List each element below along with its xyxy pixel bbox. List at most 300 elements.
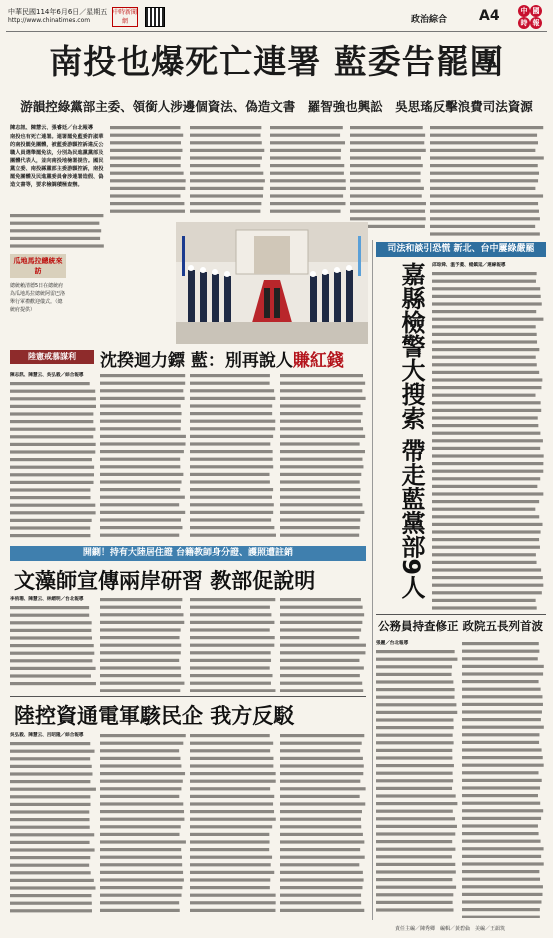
text-line — [376, 794, 456, 797]
article-column — [10, 212, 106, 252]
text-line — [10, 825, 90, 828]
text-line — [10, 229, 101, 232]
text-line — [376, 710, 457, 713]
text-line — [462, 771, 539, 774]
text-line — [280, 871, 363, 874]
text-line — [280, 757, 363, 760]
text-line — [10, 412, 93, 415]
text-line — [190, 659, 271, 662]
text-line — [462, 748, 542, 751]
text-line — [280, 511, 364, 514]
text-line — [432, 553, 536, 556]
article-column — [190, 596, 276, 692]
text-line — [270, 172, 344, 175]
text-line — [430, 172, 539, 175]
text-line — [350, 149, 426, 152]
text-line — [432, 302, 542, 305]
text-line — [280, 404, 361, 407]
text-line — [432, 439, 543, 442]
text-line — [376, 832, 455, 835]
text-line — [376, 741, 454, 744]
text-line — [100, 901, 179, 904]
text-line — [190, 689, 275, 692]
text-line — [432, 416, 538, 419]
text-line — [280, 488, 360, 491]
text-line — [190, 886, 270, 889]
text-line — [190, 764, 273, 767]
text-line — [190, 757, 273, 760]
article-column — [280, 732, 366, 918]
text-line — [190, 628, 270, 631]
text-line — [190, 450, 273, 453]
text-line — [190, 172, 263, 175]
text-line — [10, 488, 90, 491]
lead-byline: 陳志訊、陳慧云、張睿廷／台北報導 — [10, 125, 94, 131]
text-line — [430, 134, 537, 137]
text-line — [100, 886, 182, 889]
text-line — [100, 802, 183, 805]
text-line — [280, 886, 362, 889]
text-line — [190, 606, 270, 609]
text-line — [462, 893, 543, 896]
section-tag: 陸憲戒慕謀利 — [10, 350, 94, 364]
text-line — [430, 164, 538, 167]
text-line — [10, 818, 90, 821]
divider — [10, 696, 366, 697]
text-line — [462, 802, 540, 805]
text-line — [462, 779, 542, 782]
text-line — [190, 179, 265, 182]
text-lines — [10, 212, 106, 252]
text-line — [462, 718, 541, 721]
text-line — [100, 818, 184, 821]
text-line — [280, 666, 364, 669]
article-column — [190, 732, 276, 918]
text-line — [350, 164, 423, 167]
text-line — [432, 393, 536, 396]
article-column — [430, 124, 544, 236]
text-line — [10, 780, 90, 783]
text-line — [462, 809, 543, 812]
text-line — [280, 780, 360, 783]
text-line — [430, 179, 538, 182]
text-lines — [110, 124, 186, 218]
text-line — [190, 134, 261, 137]
text-line — [190, 613, 271, 616]
text-line — [190, 126, 261, 129]
news-photo — [176, 222, 368, 344]
text-line — [10, 787, 96, 790]
text-line — [190, 534, 276, 537]
text-line — [10, 621, 92, 624]
text-line — [280, 749, 360, 752]
text-line — [462, 665, 544, 668]
text-line — [10, 651, 94, 654]
text-line — [376, 878, 452, 881]
text-line — [100, 621, 184, 624]
text-line — [462, 847, 544, 850]
text-line — [190, 863, 271, 866]
text-lines — [10, 380, 96, 539]
text-line — [280, 901, 361, 904]
text-line — [100, 427, 181, 430]
article-column — [100, 372, 186, 540]
text-line — [280, 659, 359, 662]
text-line — [100, 674, 181, 677]
text-line — [100, 682, 184, 685]
text-line — [280, 644, 366, 647]
text-line — [100, 764, 181, 767]
text-line — [100, 863, 182, 866]
text-line — [190, 772, 276, 775]
article-column: 邱琮舜、溫予菱、楊鎮延／連線報導 — [432, 262, 544, 612]
text-line — [432, 294, 541, 297]
text-line — [280, 848, 360, 851]
text-lines — [190, 372, 276, 540]
text-line — [270, 156, 341, 159]
text-line — [376, 657, 457, 660]
text-lines — [280, 372, 366, 540]
text-line — [10, 244, 104, 247]
text-line — [462, 908, 540, 911]
text-line — [432, 446, 540, 449]
text-line — [280, 689, 363, 692]
text-line — [350, 141, 424, 144]
text-line — [280, 518, 360, 521]
text-line — [100, 871, 183, 874]
text-line — [10, 382, 90, 385]
text-line — [270, 179, 346, 182]
text-line — [350, 194, 422, 197]
text-line — [432, 424, 538, 427]
text-line — [10, 674, 91, 677]
text-line — [190, 856, 272, 859]
text-line — [432, 598, 536, 601]
text-line — [462, 786, 540, 789]
text-line — [280, 802, 365, 805]
text-line — [376, 885, 456, 888]
text-line — [280, 772, 363, 775]
text-line — [190, 473, 270, 476]
text-line — [280, 810, 362, 813]
text-line — [190, 894, 276, 897]
text-line — [190, 427, 275, 430]
text-line — [280, 764, 364, 767]
text-line — [376, 900, 453, 903]
text-line — [270, 164, 344, 167]
article-column: 張麗／台北報導 — [376, 640, 458, 918]
text-line — [432, 386, 541, 389]
text-line — [432, 492, 543, 495]
chinatimes-news-logo: 中時新聞網 — [113, 9, 138, 25]
text-line — [100, 856, 182, 859]
text-line — [350, 172, 421, 175]
text-line — [100, 795, 179, 798]
text-line — [100, 397, 185, 400]
text-line — [432, 317, 543, 320]
article-column — [462, 640, 544, 918]
text-line — [100, 465, 180, 468]
text-line — [432, 408, 541, 411]
text-line — [190, 802, 273, 805]
text-line — [190, 818, 276, 821]
text-line — [376, 665, 452, 668]
text-lines — [10, 604, 96, 691]
text-line — [10, 848, 95, 851]
text-line — [10, 833, 94, 836]
text-line — [350, 202, 426, 205]
text-line — [432, 363, 537, 366]
text-line — [432, 401, 541, 404]
text-line — [462, 855, 541, 858]
text-line — [10, 222, 99, 225]
text-line — [100, 666, 181, 669]
text-line — [100, 659, 179, 662]
text-line — [10, 534, 90, 537]
text-line — [462, 870, 539, 873]
text-line — [280, 734, 364, 737]
text-line — [190, 164, 260, 167]
sidebar-vertical-headline: 嘉縣檢警大搜索 帶走藍黨部9人 — [397, 262, 425, 600]
text-line — [430, 187, 535, 190]
text-line — [10, 764, 92, 767]
divider — [376, 614, 546, 615]
text-line — [376, 802, 457, 805]
text-line — [190, 674, 273, 677]
text-line — [270, 126, 343, 129]
text-line — [10, 749, 95, 752]
text-line — [270, 194, 343, 197]
text-line — [280, 480, 360, 483]
text-line — [190, 397, 275, 400]
text-line — [10, 909, 92, 912]
text-line — [376, 908, 454, 911]
text-line — [190, 382, 270, 385]
text-line — [376, 809, 453, 812]
text-line — [462, 695, 542, 698]
text-line — [432, 287, 540, 290]
text-line — [462, 657, 538, 660]
text-line — [376, 840, 452, 843]
website-url[interactable]: http://www.chinatimes.com — [8, 17, 91, 24]
text-line — [270, 202, 345, 205]
text-line — [280, 894, 361, 897]
text-line — [280, 412, 363, 415]
text-lines — [190, 596, 276, 692]
text-line — [270, 187, 346, 190]
text-line — [432, 500, 539, 503]
text-line — [280, 389, 362, 392]
text-line — [190, 749, 270, 752]
text-line — [432, 538, 539, 541]
text-line — [10, 666, 96, 669]
text-line — [376, 650, 455, 653]
text-line — [190, 810, 274, 813]
text-line — [430, 217, 540, 220]
text-line — [432, 332, 537, 335]
text-line — [190, 518, 271, 521]
text-line — [190, 141, 262, 144]
text-line — [280, 458, 362, 461]
text-line — [376, 688, 455, 691]
text-line — [430, 225, 535, 228]
text-line — [110, 164, 181, 167]
text-line — [280, 682, 362, 685]
article-column — [110, 124, 186, 218]
story3-headline: 文藻師宣傳兩岸研習 教部促說明 — [14, 569, 316, 593]
text-line — [190, 412, 272, 415]
text-line — [190, 194, 263, 197]
column-divider — [372, 240, 373, 920]
text-line — [100, 412, 182, 415]
text-line — [100, 435, 186, 438]
text-line — [10, 518, 92, 521]
text-line — [280, 856, 365, 859]
text-line — [432, 560, 537, 563]
text-line — [190, 496, 272, 499]
text-line — [462, 733, 539, 736]
text-line — [10, 427, 95, 430]
text-line — [432, 454, 544, 457]
text-line — [350, 217, 426, 220]
text-line — [462, 832, 539, 835]
text-line — [100, 651, 181, 654]
text-line — [350, 210, 425, 213]
text-lines — [462, 640, 544, 918]
text-line — [190, 511, 273, 514]
article-column — [270, 124, 346, 218]
text-line — [190, 848, 269, 851]
text-line — [280, 534, 359, 537]
text-line — [432, 431, 540, 434]
text-line — [190, 742, 273, 745]
text-line — [190, 488, 273, 491]
text-lines — [280, 596, 366, 692]
text-line — [10, 435, 93, 438]
text-line — [280, 628, 361, 631]
text-line — [100, 734, 186, 737]
text-line — [100, 644, 181, 647]
text-line — [462, 710, 542, 713]
text-line — [462, 916, 540, 918]
main-headline: 南投也爆死亡連署 藍委告罷團 — [49, 42, 504, 81]
text-lines — [100, 596, 186, 692]
text-line — [280, 606, 363, 609]
lead-text: 南投也有死亡連署。連署罷免藍委許淑華的南投罷免團體，被藍委游顥控訴違反公職人員選舉罷免法，分別為民進黨黨部及團體代表人，並向南投地檢署提告。國民黨立委、南投縣黨部主委游顥控訴，南投罷免團體及民進黨委員會涉連署造假、偽造文書等，要求檢調積極查辦。 — [10, 134, 104, 188]
text-line — [432, 378, 542, 381]
text-line — [10, 644, 94, 647]
text-line — [280, 878, 364, 881]
text-lines — [280, 732, 366, 918]
story2-headline: 沈揆迴力鏢 藍：別再說人賺紅錢 — [100, 351, 344, 371]
text-line — [190, 901, 276, 904]
text-line — [432, 370, 539, 373]
text-line — [10, 458, 92, 461]
text-line — [100, 404, 181, 407]
text-line — [100, 420, 181, 423]
text-line — [110, 179, 186, 182]
text-line — [100, 749, 179, 752]
text-line — [10, 237, 100, 240]
text-line — [376, 672, 452, 675]
text-line — [270, 134, 340, 137]
text-line — [270, 149, 341, 152]
text-line — [280, 442, 360, 445]
text-line — [462, 824, 538, 827]
text-line — [100, 772, 185, 775]
text-line — [280, 818, 361, 821]
text-line — [280, 651, 365, 654]
text-line — [376, 748, 452, 751]
text-line — [432, 606, 537, 609]
text-line — [376, 847, 455, 850]
text-line — [100, 810, 184, 813]
text-lines — [100, 372, 186, 540]
sub-headline: 游韻控綠黨部主委、領銜人涉邊個資法、偽造文書 羅智強也興訟 吳思瑤反擊浪費司法資源 — [20, 99, 533, 114]
text-line — [190, 465, 273, 468]
text-line — [376, 756, 452, 759]
text-line — [10, 878, 94, 881]
text-line — [100, 480, 182, 483]
text-line — [100, 598, 182, 601]
text-line — [10, 636, 92, 639]
text-line — [432, 515, 539, 518]
text-line — [10, 496, 91, 499]
text-line — [376, 817, 455, 820]
text-line — [10, 856, 90, 859]
text-lines — [270, 124, 346, 218]
text-line — [10, 503, 95, 506]
text-line — [10, 810, 89, 813]
text-line — [110, 172, 184, 175]
text-line — [100, 628, 181, 631]
photo-caption: 總統賴清德5日在總統府為瓜地馬拉總統阿雷巴洛舉行軍禮歡迎儀式。（總統府提供） — [10, 283, 66, 313]
text-line — [376, 703, 456, 706]
text-lines — [430, 124, 544, 236]
article-column — [350, 124, 426, 234]
text-line — [430, 210, 539, 213]
text-line — [10, 465, 94, 468]
text-line — [190, 644, 274, 647]
text-line — [100, 534, 179, 537]
text-line — [190, 187, 263, 190]
sidebar-story-headline: 公務員持查修正 政院五長列首波 — [378, 619, 544, 633]
text-line — [432, 591, 542, 594]
text-lines — [10, 740, 96, 917]
text-line — [10, 886, 95, 889]
text-line — [100, 689, 180, 692]
text-line — [110, 141, 181, 144]
text-lines — [350, 124, 426, 234]
text-line — [376, 870, 456, 873]
ceremony-photo — [176, 222, 368, 344]
text-line — [110, 156, 181, 159]
text-line — [100, 787, 181, 790]
text-line — [10, 795, 90, 798]
text-line — [100, 909, 180, 912]
text-line — [100, 442, 186, 445]
section-name: 政治綜合 — [411, 15, 448, 25]
text-line — [10, 894, 91, 897]
article-column — [190, 124, 266, 218]
text-line — [190, 780, 276, 783]
text-line — [270, 141, 345, 144]
text-line — [376, 695, 455, 698]
text-line — [432, 355, 536, 358]
text-line — [100, 757, 180, 760]
text-line — [350, 187, 424, 190]
text-line — [430, 141, 538, 144]
